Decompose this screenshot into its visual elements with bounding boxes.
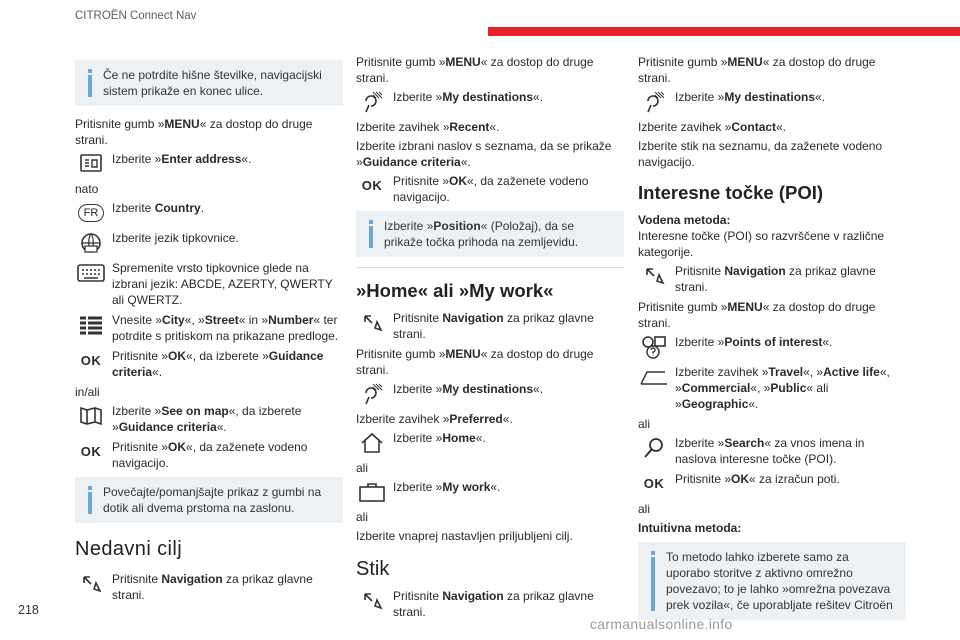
header-red-bar	[488, 27, 960, 36]
column-1	[75, 54, 343, 607]
navigation-arrow-icon	[356, 588, 388, 614]
step-my-destinations: Izberite »My destinations«.	[356, 381, 624, 407]
step-my-destinations: Izberite »My destinations«.	[356, 89, 624, 115]
instruction-text: Izberite stik na seznamu, da zaženete vodeno navigacijo.	[638, 139, 883, 169]
step-my-destinations: Izberite »My destinations«.	[638, 89, 906, 115]
instruction-text: Pritisnite gumb »MENU« za dostop do druge strani.	[356, 347, 594, 377]
step-keyboard-language: Izberite jezik tipkovnice.	[75, 230, 343, 256]
step-ok-start: OK Pritisnite »OK«, da zaženete vodeno navigacijo.	[356, 173, 624, 205]
step-home: Izberite »Home«.	[356, 430, 624, 456]
instruction-text: Interesne točke (POI) so razvrščene v različne kategorije.	[638, 229, 885, 259]
note-text: Povečajte/pomanjšajte prikaz z gumbi na dotik ali dvema prstoma na zaslonu.	[103, 485, 322, 515]
instruction-text: Izberite vnaprej nastavljen priljubljeni cilj.	[356, 529, 573, 543]
column-3	[638, 54, 906, 630]
info-icon	[651, 551, 655, 611]
navigation-arrow-icon	[356, 310, 388, 336]
keyboard-language-icon	[75, 230, 107, 256]
section-divider	[356, 267, 624, 268]
search-icon	[638, 435, 670, 461]
destination-pin-icon	[356, 381, 388, 407]
info-icon	[88, 69, 92, 97]
instruction-text: Pritisnite gumb »MENU« za dostop do druge strani.	[638, 55, 876, 85]
destination-pin-icon	[638, 89, 670, 115]
ok-button-icon: OK	[80, 353, 102, 368]
connector-text: in/ali	[75, 385, 100, 399]
subheading: Vodena metoda:	[638, 213, 731, 227]
ok-button-icon: OK	[80, 444, 102, 459]
navigation-arrow-icon	[75, 571, 107, 597]
section-heading: Stik	[356, 558, 390, 580]
step-search: Izberite »Search« za vnos imena in naslova interesne točke (POI).	[638, 435, 906, 467]
step-navigation: Pritisnite Navigation za prikaz glavne strani.	[75, 571, 343, 603]
address-card-icon	[75, 151, 107, 177]
info-icon	[88, 486, 92, 514]
note-text: Izberite »Position« (Položaj), da se prikaže točka prihoda na zemljevidu.	[384, 219, 579, 249]
connector-text: ali	[638, 417, 651, 431]
step-enter-address: Izberite »Enter address«.	[75, 151, 343, 177]
step-keyboard-type: Spremenite vrsto tipkovnice glede na izbrani jezik: ABCDE, AZERTY, QWERTY ali QWERTZ.	[75, 260, 343, 308]
step-ok-route: OK Pritisnite »OK« za izračun poti.	[638, 471, 906, 497]
home-icon	[356, 430, 388, 456]
note-text: To metodo lahko izberete samo za uporabo storitve z aktivno omrežno povezavo; to je lahko »omrežna povezava prek vozila«, če uporabljate rešitev Citroën	[666, 550, 893, 612]
briefcase-icon	[356, 479, 388, 505]
tab-folder-icon	[638, 364, 670, 390]
page-header-title: CITROËN Connect Nav	[75, 10, 197, 22]
section-heading: Interesne točke (POI)	[638, 182, 824, 203]
step-navigation: Pritisnite Navigation za prikaz glavne strani.	[356, 310, 624, 342]
section-heading: Nedavni cilj	[75, 538, 183, 560]
ok-button-icon: OK	[361, 178, 383, 193]
info-note	[75, 60, 343, 106]
ok-button-icon: OK	[643, 476, 665, 491]
instruction-text: Pritisnite gumb »MENU« za dostop do druge strani.	[75, 117, 313, 147]
connector-text: nato	[75, 182, 99, 196]
page-number: 218	[18, 603, 39, 617]
step-my-work: Izberite »My work«.	[356, 479, 624, 505]
destination-pin-icon	[356, 89, 388, 115]
info-icon	[369, 220, 373, 248]
connector-text: ali	[356, 510, 369, 524]
navigation-arrow-icon	[638, 263, 670, 289]
watermark: carmanualsonline.info	[590, 616, 733, 632]
step-enter-city: Vnesite »City«, »Street« in »Number« ter potrdite s pritiskom na prikazane predloge.	[75, 312, 343, 344]
step-navigation: Pritisnite Navigation za prikaz glavne strani.	[356, 588, 624, 620]
instruction-text: Pritisnite gumb »MENU« za dostop do druge strani.	[356, 55, 594, 85]
connector-text: ali	[638, 502, 651, 516]
step-country: FR Izberite Country.	[75, 200, 343, 226]
section-heading: »Home« ali »My work«	[356, 280, 554, 301]
step-navigation: Pritisnite Navigation za prikaz glavne strani.	[638, 263, 906, 295]
instruction-text: Izberite zavihek »Recent«.	[356, 120, 500, 134]
map-icon	[75, 403, 107, 429]
instruction-text: Izberite zavihek »Preferred«.	[356, 412, 513, 426]
step-points-of-interest: Izberite »Points of interest«.	[638, 334, 906, 360]
step-see-on-map: Izberite »See on map«, da izberete »Guidance criteria«.	[75, 403, 343, 435]
step-category-tabs: Izberite zavihek »Travel«, »Active life«, »Commercial«, »Public« ali »Geographic«.	[638, 364, 906, 412]
info-note	[638, 542, 906, 620]
column-2	[356, 54, 624, 624]
connector-text: ali	[356, 461, 369, 475]
instruction-text: Izberite izbrani naslov s seznama, da se prikaže »Guidance criteria«.	[356, 139, 612, 169]
step-ok-start: OK Pritisnite »OK«, da zaženete vodeno navigacijo.	[75, 439, 343, 471]
poi-question-icon	[638, 334, 670, 360]
subheading: Intuitivna metoda:	[638, 521, 742, 535]
instruction-text: Izberite zavihek »Contact«.	[638, 120, 787, 134]
info-note	[75, 477, 343, 523]
country-code-icon: FR	[75, 200, 107, 226]
note-text: Če ne potrdite hišne številke, navigacijski sistem prikaže en konec ulice.	[103, 68, 322, 98]
step-ok-criteria: OK Pritisnite »OK«, da izberete »Guidance criteria«.	[75, 348, 343, 380]
list-grid-icon	[75, 312, 107, 338]
instruction-text: Pritisnite gumb »MENU« za dostop do druge strani.	[638, 300, 876, 330]
info-note	[356, 211, 624, 257]
keyboard-icon	[75, 260, 107, 286]
